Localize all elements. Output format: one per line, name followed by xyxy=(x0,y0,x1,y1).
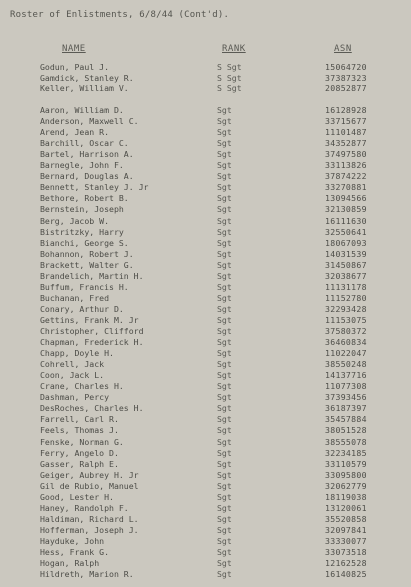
soldier-asn: 18067093 xyxy=(325,237,367,248)
roster-row xyxy=(0,337,411,347)
roster-row xyxy=(0,448,411,458)
roster-row xyxy=(0,227,411,237)
soldier-name: Farrell, Carl R. xyxy=(40,414,119,425)
soldier-rank: S Sgt xyxy=(217,62,242,72)
soldier-name: Geiger, Aubrey H. Jr xyxy=(40,469,139,480)
roster-row xyxy=(0,392,411,402)
soldier-asn: 33715677 xyxy=(325,116,367,127)
soldier-name: Fenske, Norman G. xyxy=(40,436,124,447)
roster-row xyxy=(0,547,411,557)
soldier-asn: 33113826 xyxy=(325,160,367,171)
roster-row xyxy=(0,304,411,314)
soldier-name: Buffum, Francis H. xyxy=(40,281,129,292)
soldier-rank: Sgt xyxy=(217,403,232,414)
soldier-name: Dashman, Percy xyxy=(40,392,110,403)
soldier-rank: Sgt xyxy=(217,204,232,215)
soldier-asn: 32038677 xyxy=(325,270,367,281)
soldier-rank: Sgt xyxy=(217,535,232,546)
roster-row xyxy=(0,470,411,480)
document-title: Roster of Enlistments, 6/8/44 (Cont'd). xyxy=(10,10,230,20)
soldier-rank: Sgt xyxy=(217,469,232,480)
soldier-rank: Sgt xyxy=(217,138,232,149)
roster-row xyxy=(0,481,411,491)
soldier-name: Haney, Randolph F. xyxy=(40,502,129,513)
soldier-rank: Sgt xyxy=(217,237,232,248)
soldier-rank: Sgt xyxy=(217,105,232,115)
soldier-asn: 33110579 xyxy=(325,458,367,469)
soldier-name: Cohrell, Jack xyxy=(40,359,105,370)
soldier-asn: 14031539 xyxy=(325,248,367,259)
roster-row xyxy=(0,370,411,380)
roster-row xyxy=(0,437,411,447)
soldier-asn: 37393456 xyxy=(325,392,367,403)
soldier-asn: 11152780 xyxy=(325,292,367,303)
roster-row xyxy=(0,83,411,93)
roster-row xyxy=(0,525,411,535)
roster-row xyxy=(0,425,411,435)
soldier-asn: 11077308 xyxy=(325,381,367,392)
soldier-name: Brackett, Walter G. xyxy=(40,259,134,270)
soldier-asn: 11153075 xyxy=(325,314,367,325)
roster-row xyxy=(0,503,411,513)
soldier-rank: Sgt xyxy=(217,414,232,425)
soldier-name: Chapman, Frederick H. xyxy=(40,337,144,348)
soldier-asn: 33330077 xyxy=(325,535,367,546)
roster-row xyxy=(0,62,411,72)
soldier-rank: Sgt xyxy=(217,326,232,336)
soldier-asn: 36187397 xyxy=(325,403,367,414)
roster-row xyxy=(0,326,411,336)
soldier-name: Gil de Rubio, Manuel xyxy=(40,480,139,491)
soldier-asn: 11101487 xyxy=(325,127,367,138)
soldier-name: Hayduke, John xyxy=(40,535,105,546)
soldier-name: Hofferman, Joseph J. xyxy=(40,524,139,535)
soldier-asn: 37874222 xyxy=(325,171,367,182)
soldier-asn: 20852877 xyxy=(325,83,367,93)
soldier-rank: Sgt xyxy=(217,569,232,580)
soldier-name: Berg, Jacob W. xyxy=(40,215,110,226)
soldier-name: Feels, Thomas J. xyxy=(40,425,119,436)
soldier-asn: 18119038 xyxy=(325,491,367,502)
soldier-asn: 38555078 xyxy=(325,436,367,447)
roster-row xyxy=(0,73,411,83)
roster-row xyxy=(0,459,411,469)
roster-row xyxy=(0,127,411,137)
soldier-name: Hess, Frank G. xyxy=(40,547,110,557)
soldier-rank: Sgt xyxy=(217,193,232,204)
soldier-name: Christopher, Clifford xyxy=(40,326,144,336)
soldier-rank: Sgt xyxy=(217,359,232,370)
roster-row xyxy=(0,514,411,524)
soldier-rank: Sgt xyxy=(217,381,232,392)
soldier-rank: Sgt xyxy=(217,160,232,171)
soldier-rank: Sgt xyxy=(217,524,232,535)
soldier-asn: 11131178 xyxy=(325,281,367,292)
column-header-name: NAME xyxy=(62,44,86,54)
soldier-name: Buchanan, Fred xyxy=(40,292,110,303)
soldier-rank: Sgt xyxy=(217,348,232,359)
soldier-rank: Sgt xyxy=(217,182,232,193)
soldier-rank: Sgt xyxy=(217,303,232,314)
roster-row xyxy=(0,282,411,292)
soldier-asn: 14137716 xyxy=(325,370,367,381)
roster-row xyxy=(0,182,411,192)
soldier-rank: Sgt xyxy=(217,337,232,348)
soldier-rank: Sgt xyxy=(217,215,232,226)
soldier-name: Coon, Jack L. xyxy=(40,370,105,381)
soldier-asn: 37580372 xyxy=(325,326,367,336)
roster-row xyxy=(0,160,411,170)
soldier-asn: 38051528 xyxy=(325,425,367,436)
soldier-asn: 13120061 xyxy=(325,502,367,513)
soldier-asn: 15064720 xyxy=(325,62,367,72)
soldier-rank: Sgt xyxy=(217,502,232,513)
soldier-rank: Sgt xyxy=(217,292,232,303)
roster-row xyxy=(0,536,411,546)
soldier-name: Hildreth, Marion R. xyxy=(40,569,134,580)
soldier-rank: S Sgt xyxy=(217,72,242,83)
roster-row xyxy=(0,569,411,579)
soldier-rank: Sgt xyxy=(217,425,232,436)
roster-row xyxy=(0,138,411,148)
soldier-asn: 13094566 xyxy=(325,193,367,204)
roster-row xyxy=(0,271,411,281)
soldier-rank: Sgt xyxy=(217,513,232,524)
soldier-rank: Sgt xyxy=(217,171,232,182)
soldier-rank: Sgt xyxy=(217,558,232,569)
soldier-name: Barchill, Oscar C. xyxy=(40,138,129,149)
column-header-rank: RANK xyxy=(222,44,246,54)
roster-row xyxy=(0,414,411,424)
soldier-name: Brandelich, Martin H. xyxy=(40,270,144,281)
soldier-name: Arend, Jean R. xyxy=(40,127,110,138)
soldier-asn: 32130859 xyxy=(325,204,367,215)
roster-row xyxy=(0,249,411,259)
soldier-name: Gasser, Ralph E. xyxy=(40,458,119,469)
soldier-rank: Sgt xyxy=(217,259,232,270)
soldier-name: Bianchi, George S. xyxy=(40,237,129,248)
soldier-rank: Sgt xyxy=(217,270,232,281)
soldier-name: Anderson, Maxwell C. xyxy=(40,116,139,127)
soldier-asn: 32097841 xyxy=(325,524,367,535)
soldier-rank: Sgt xyxy=(217,127,232,138)
roster-row xyxy=(0,260,411,270)
soldier-rank: Sgt xyxy=(217,480,232,491)
soldier-asn: 33095800 xyxy=(325,469,367,480)
soldier-asn: 16111630 xyxy=(325,215,367,226)
soldier-rank: S Sgt xyxy=(217,83,242,93)
soldier-asn: 37387323 xyxy=(325,72,367,83)
soldier-name: Conary, Arthur D. xyxy=(40,303,124,314)
roster-row xyxy=(0,348,411,358)
soldier-asn: 32062779 xyxy=(325,480,367,491)
soldier-asn: 11022047 xyxy=(325,348,367,359)
soldier-name: Haldiman, Richard L. xyxy=(40,513,139,524)
roster-row xyxy=(0,216,411,226)
column-header-asn: ASN xyxy=(334,44,352,54)
roster-row xyxy=(0,381,411,391)
soldier-asn: 38550248 xyxy=(325,359,367,370)
soldier-name: Keller, William V. xyxy=(40,83,129,93)
soldier-asn: 32234185 xyxy=(325,447,367,458)
roster-row xyxy=(0,359,411,369)
roster-row xyxy=(0,105,411,115)
soldier-name: Barnegle, John F. xyxy=(40,160,124,171)
soldier-rank: Sgt xyxy=(217,491,232,502)
roster-row xyxy=(0,193,411,203)
soldier-name: Bistritzky, Harry xyxy=(40,226,124,237)
soldier-asn: 12162528 xyxy=(325,558,367,569)
roster-row xyxy=(0,293,411,303)
soldier-name: Bennett, Stanley J. Jr xyxy=(40,182,149,193)
soldier-name: Bernstein, Joseph xyxy=(40,204,124,215)
roster-row xyxy=(0,116,411,126)
roster-row xyxy=(0,403,411,413)
soldier-name: Gettins, Frank M. Jr xyxy=(40,314,139,325)
soldier-rank: Sgt xyxy=(217,392,232,403)
soldier-name: Good, Lester H. xyxy=(40,491,114,502)
soldier-name: Godun, Paul J. xyxy=(40,62,110,72)
soldier-asn: 16128928 xyxy=(325,105,367,115)
soldier-rank: Sgt xyxy=(217,547,232,557)
roster-row xyxy=(0,149,411,159)
soldier-rank: Sgt xyxy=(217,248,232,259)
soldier-rank: Sgt xyxy=(217,116,232,127)
soldier-name: Aaron, William D. xyxy=(40,105,124,115)
soldier-asn: 33270881 xyxy=(325,182,367,193)
roster-row xyxy=(0,315,411,325)
soldier-rank: Sgt xyxy=(217,447,232,458)
soldier-rank: Sgt xyxy=(217,370,232,381)
soldier-name: Hogan, Ralph xyxy=(40,558,100,569)
soldier-asn: 35457884 xyxy=(325,414,367,425)
soldier-name: Bartel, Harrison A. xyxy=(40,149,134,160)
soldier-name: Ferry, Angelo D. xyxy=(40,447,119,458)
soldier-name: Chapp, Doyle H. xyxy=(40,348,114,359)
soldier-asn: 32293428 xyxy=(325,303,367,314)
roster-row xyxy=(0,558,411,568)
soldier-asn: 31450867 xyxy=(325,259,367,270)
soldier-rank: Sgt xyxy=(217,149,232,160)
soldier-rank: Sgt xyxy=(217,226,232,237)
roster-row xyxy=(0,492,411,502)
soldier-rank: Sgt xyxy=(217,436,232,447)
roster-row xyxy=(0,204,411,214)
roster-row xyxy=(0,171,411,181)
soldier-asn: 37497580 xyxy=(325,149,367,160)
soldier-rank: Sgt xyxy=(217,458,232,469)
soldier-name: Bernard, Douglas A. xyxy=(40,171,134,182)
roster-row xyxy=(0,238,411,248)
soldier-asn: 35520858 xyxy=(325,513,367,524)
soldier-rank: Sgt xyxy=(217,314,232,325)
soldier-asn: 36460834 xyxy=(325,337,367,348)
soldier-name: DesRoches, Charles H. xyxy=(40,403,144,414)
soldier-rank: Sgt xyxy=(217,281,232,292)
soldier-name: Crane, Charles H. xyxy=(40,381,124,392)
soldier-name: Bohannon, Robert J. xyxy=(40,248,134,259)
soldier-asn: 32550641 xyxy=(325,226,367,237)
soldier-asn: 34352877 xyxy=(325,138,367,149)
soldier-name: Gamdick, Stanley R. xyxy=(40,72,134,83)
soldier-name: Bethore, Robert B. xyxy=(40,193,129,204)
soldier-asn: 16140825 xyxy=(325,569,367,580)
soldier-asn: 33073518 xyxy=(325,547,367,557)
